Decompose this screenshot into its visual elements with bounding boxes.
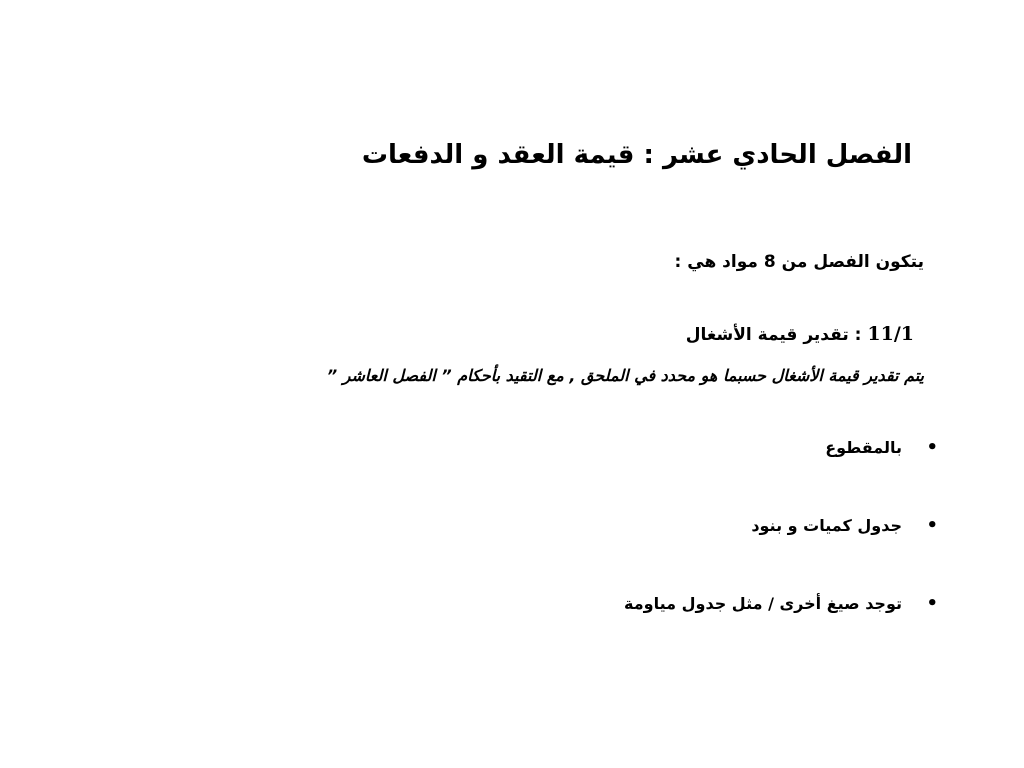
section-number: 11/1 <box>867 323 914 345</box>
list-item <box>624 436 938 514</box>
bullet-text: توجد صيغ أخرى / مثل جدول مياومة <box>624 594 902 613</box>
bullet-icon: • <box>926 593 938 614</box>
section-heading <box>686 323 914 345</box>
list-item <box>624 514 938 592</box>
intro-text: يتكون الفصل من 8 مواد هي : <box>674 252 924 272</box>
bullet-icon: • <box>926 437 938 458</box>
section-heading-text: : تقدير قيمة الأشغال <box>685 325 868 345</box>
bullet-list <box>624 436 938 670</box>
bullet-text: بالمقطوع <box>825 438 902 457</box>
list-item <box>624 592 938 670</box>
bullet-icon: • <box>926 515 938 536</box>
section-body: يتم تقدير قيمة الأشغال حسبما هو محدد في الملحق , مع التقيد بأحكام ” الفصل العاشر ” <box>326 366 924 385</box>
bullet-text: جدول كميات و بنود <box>751 516 902 535</box>
slide-title: الفصل الحادي عشر : قيمة العقد و الدفعات <box>361 140 912 170</box>
